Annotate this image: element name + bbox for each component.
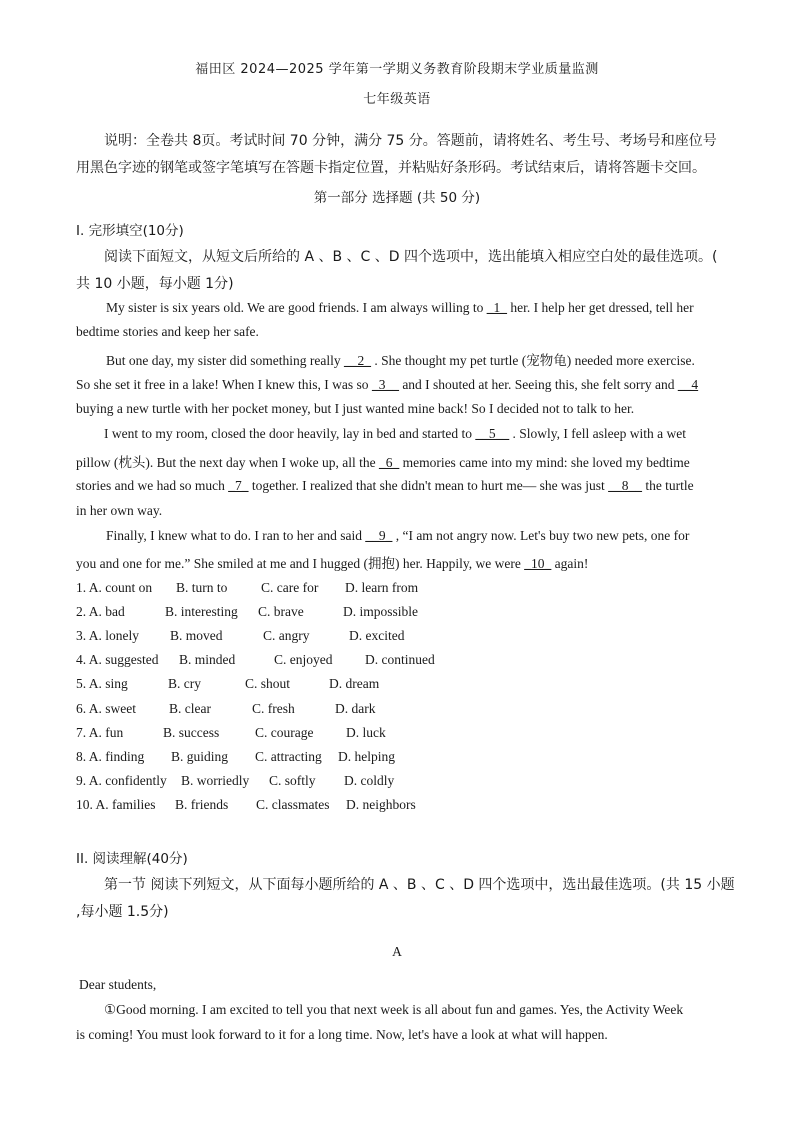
option-row: [76, 604, 536, 624]
text-segment: I went to my room, closed the door heavily, lay in bed and started to: [104, 426, 476, 441]
option-b: B. minded: [179, 652, 236, 667]
blank-2: __2_: [343, 353, 371, 368]
option-b: B. moved: [170, 628, 223, 643]
option-a: 9. A. confidently: [76, 773, 167, 788]
blank-7: _7_: [228, 478, 249, 493]
option-d: D. neighbors: [346, 797, 416, 812]
blank-3: _3__: [371, 377, 399, 392]
option-c: C. fresh: [252, 701, 295, 716]
text-segment: . She thought my pet turtle (宠物龟) needed more exercise.: [370, 353, 695, 368]
option-row: [76, 628, 536, 648]
option-row: [76, 676, 536, 696]
option-d: D. luck: [346, 725, 386, 740]
text-segment: But one day, my sister did something really: [106, 353, 344, 368]
option-row: [76, 797, 536, 817]
instructions-line-2: 用黑色字迹的钢笔或签字笔填写在答题卡指定位置，并粘贴好条形码。考试结束后，请将答题卡交回。: [76, 160, 706, 176]
blank-4: __4: [677, 377, 699, 392]
option-c: C. brave: [258, 604, 304, 619]
option-a: 2. A. bad: [76, 604, 125, 619]
text-segment: pillow (枕头). But the next day when I woke up, all the: [76, 455, 379, 470]
option-c: C. angry: [263, 628, 310, 643]
text-segment: you and one for me.” She smiled at me and I hugged (拥抱) her. Happily, we were: [76, 556, 525, 571]
blank-6: _6_: [378, 455, 400, 470]
passage-line: in her own way.: [76, 503, 163, 518]
part1-title: 第一部分 选择题 (共 50 分): [313, 190, 481, 206]
option-c: C. classmates: [256, 797, 330, 812]
option-row: [76, 580, 536, 600]
exam-title: 福田区 2024—2025 学年第一学期义务教育阶段期末学业质量监测: [195, 62, 599, 77]
blank-5: __5__: [475, 426, 510, 441]
option-d: D. excited: [349, 628, 405, 643]
option-b: B. worriedly: [181, 773, 250, 788]
passage-line: ①Good morning. I am excited to tell you that next week is all about fun and games. Yes, the Activity Week: [104, 1002, 684, 1017]
option-b: B. clear: [169, 701, 211, 716]
passage-line: [106, 300, 694, 316]
passage-line: is coming! You must look forward to it for a long time. Now, let's have a look at what will happen.: [76, 1027, 608, 1042]
instructions-line-1: 说明：全卷共 8页。考试时间 70 分钟，满分 75 分。答题前，请将姓名、考生号、考场号和座位号: [104, 133, 717, 149]
option-a: 7. A. fun: [76, 725, 124, 740]
blank-1: _1_: [486, 300, 507, 315]
option-a: 5. A. sing: [76, 676, 128, 691]
option-b: B. interesting: [165, 604, 238, 619]
option-a: 3. A. lonely: [76, 628, 139, 643]
section2-direction-1: 第一节 阅读下列短文，从下面每小题所给的 A 、B 、C 、D 四个选项中，选出最佳选项。(共 15 小题: [104, 877, 735, 893]
option-d: D. dream: [329, 676, 380, 691]
option-d: D. learn from: [345, 580, 419, 595]
text-segment: My sister is six years old. We are good friends. I am always willing to: [106, 300, 487, 315]
option-c: C. shout: [245, 676, 291, 691]
option-a: 1. A. count on: [76, 580, 153, 595]
option-b: B. cry: [168, 676, 201, 691]
blank-9: __9_: [365, 528, 393, 543]
option-d: D. coldly: [344, 773, 395, 788]
option-d: D. impossible: [343, 604, 419, 619]
passage-line: [76, 552, 588, 572]
text-segment: her. I help her get dressed, tell her: [506, 300, 694, 315]
option-row: [76, 725, 536, 745]
option-a: 8. A. finding: [76, 749, 145, 764]
text-segment: and I shouted at her. Seeing this, she felt sorry and: [398, 377, 678, 392]
passage-line: [76, 451, 690, 471]
option-a: 4. A. suggested: [76, 652, 159, 667]
option-row: [76, 773, 536, 793]
option-b: B. turn to: [176, 580, 228, 595]
exam-subtitle: 七年级英语: [363, 92, 431, 107]
option-c: C. care for: [261, 580, 319, 595]
text-segment: , “I am not angry now. Let's buy two new pets, one for: [392, 528, 690, 543]
text-segment: the turtle: [641, 478, 694, 493]
passage-line: [106, 528, 689, 544]
option-row: [76, 701, 536, 721]
section1-heading: I. 完形填空(10分): [76, 223, 184, 239]
option-a: 10. A. families: [76, 797, 156, 812]
blank-10: _10_: [524, 556, 552, 571]
passage-line: bedtime stories and keep her safe.: [76, 324, 259, 339]
option-row: [76, 652, 536, 672]
passage-line: [76, 478, 694, 494]
text-segment: together. I realized that she didn't mean to hurt me— she was just: [248, 478, 609, 493]
option-c: C. courage: [255, 725, 314, 740]
option-d: D. dark: [335, 701, 376, 716]
letter-greeting: Dear students,: [79, 977, 157, 992]
option-row: [76, 749, 536, 769]
passage-line: [76, 377, 698, 393]
option-d: D. helping: [338, 749, 395, 764]
option-a: 6. A. sweet: [76, 701, 136, 716]
passage-label: A: [392, 944, 402, 959]
text-segment: Finally, I knew what to do. I ran to her and said: [106, 528, 366, 543]
option-b: B. success: [163, 725, 220, 740]
section2-heading: II. 阅读理解(40分): [76, 851, 188, 867]
option-c: C. enjoyed: [274, 652, 333, 667]
text-segment: . Slowly, I fell asleep with a wet: [509, 426, 687, 441]
section1-direction-2: 共 10 小题，每小题 1分): [76, 276, 234, 292]
passage-line: buying a new turtle with her pocket money, but I just wanted mine back! So I decided not to talk to her.: [76, 401, 635, 416]
option-b: B. friends: [175, 797, 229, 812]
text-segment: stories and we had so much: [76, 478, 229, 493]
text-segment: So she set it free in a lake! When I knew this, I was so: [76, 377, 372, 392]
text-segment: memories came into my mind: she loved my bedtime: [399, 455, 690, 470]
text-segment: again!: [551, 556, 589, 571]
option-d: D. continued: [365, 652, 435, 667]
section2-direction-2: ,每小题 1.5分): [76, 904, 169, 920]
section1-direction-1: 阅读下面短文，从短文后所给的 A 、B 、C 、D 四个选项中，选出能填入相应空白处的最佳选项。(: [104, 249, 718, 265]
option-c: C. attracting: [255, 749, 322, 764]
option-c: C. softly: [269, 773, 316, 788]
passage-line: [104, 426, 686, 442]
passage-line: [106, 349, 695, 369]
option-b: B. guiding: [171, 749, 229, 764]
blank-8: __8__: [608, 478, 642, 493]
